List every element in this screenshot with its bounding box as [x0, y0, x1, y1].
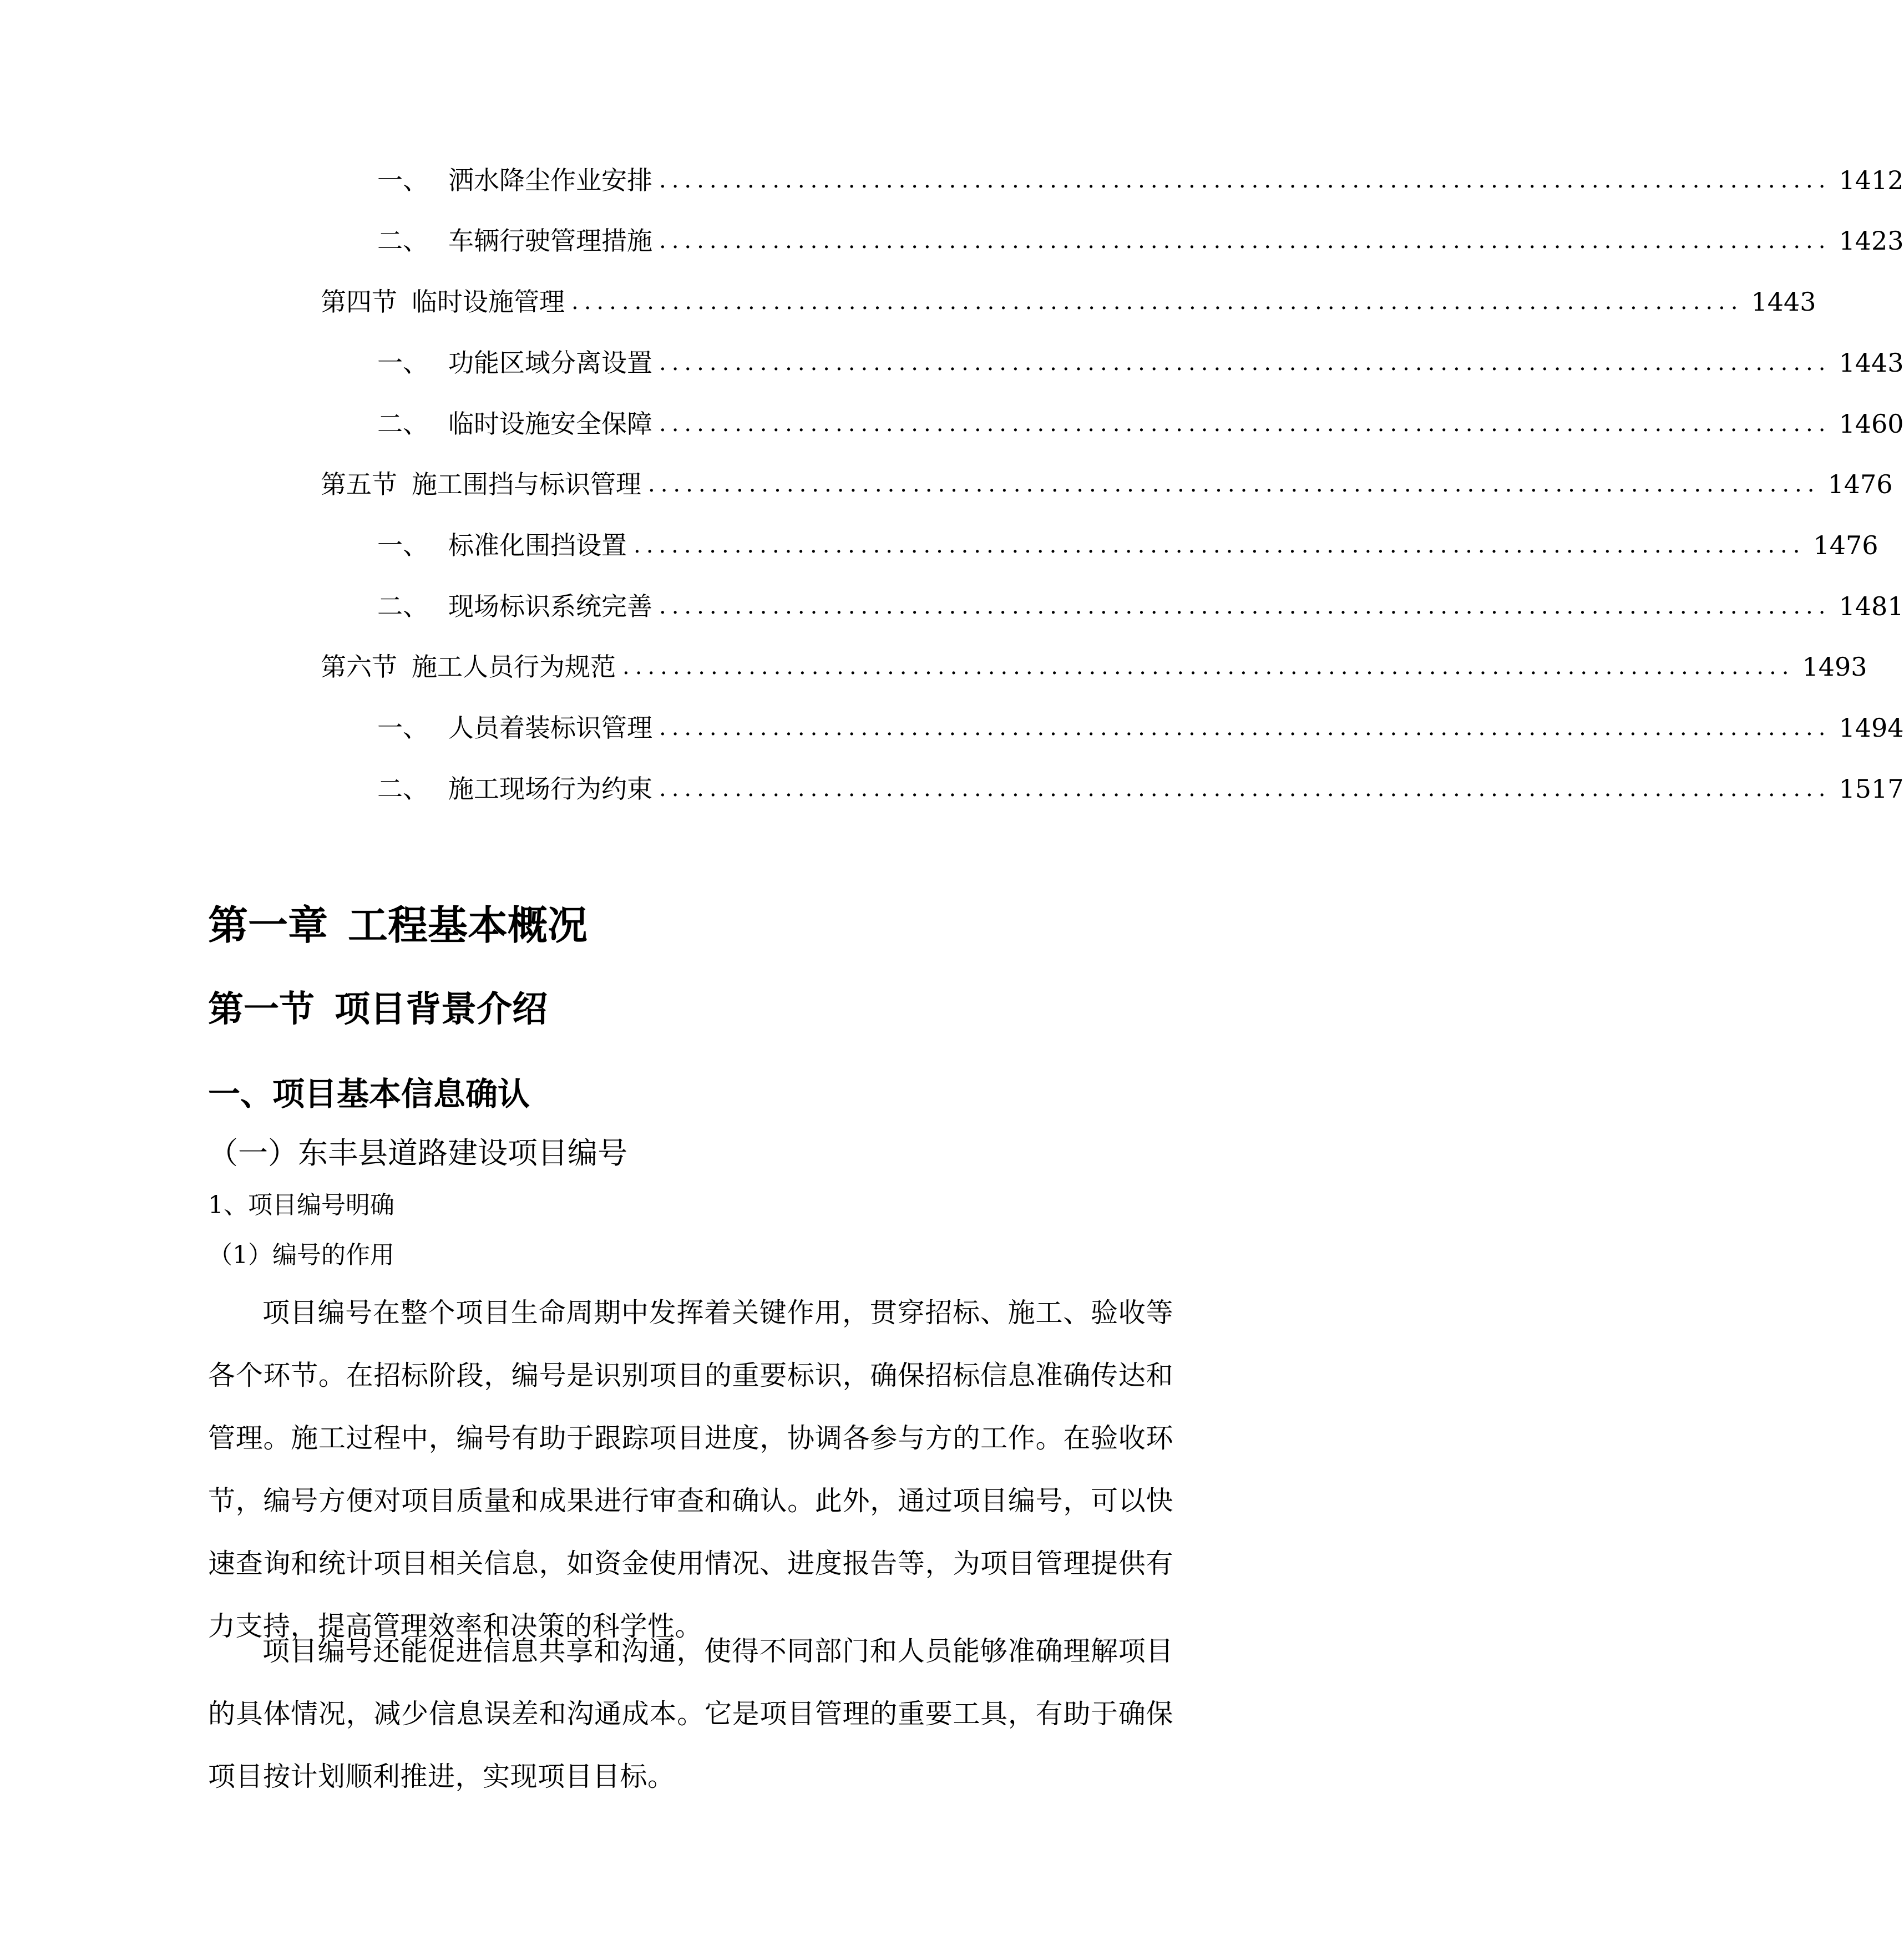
subsubitem-heading: （1）编号的作用	[208, 1241, 394, 1269]
toc-row-page: 1493	[1802, 652, 1867, 682]
toc-row-number: 第五节	[321, 469, 397, 499]
chapter-number: 第一章	[208, 901, 328, 949]
toc-row-page: 1494	[1839, 713, 1904, 743]
toc-row-title: 施工现场行为约束	[448, 774, 652, 804]
subitem-heading: 1、项目编号明确	[208, 1191, 394, 1219]
toc-leader-dots: .............................................................................................	[659, 228, 1831, 254]
toc-row-number: 一、	[377, 348, 428, 378]
toc-row[interactable]	[377, 221, 1904, 260]
toc-row[interactable]	[321, 647, 1867, 686]
chapter-title: 工程基本概况	[348, 901, 588, 949]
toc-row-number: 一、	[377, 530, 428, 560]
toc-row-number: 二、	[377, 774, 428, 804]
toc-row-title: 洒水降尘作业安排	[448, 165, 652, 195]
toc-row-page: 1443	[1751, 287, 1816, 317]
body-paragraph: 项目编号还能促进信息共享和沟通，使得不同部门和人员能够准确理解项目的具体情况，减少信息误差和沟通成本。它是项目管理的重要工具，有助于确保项目按计划顺利推进，实现项目目标。	[208, 1635, 1173, 1792]
toc-row-number: 二、	[377, 591, 428, 621]
toc-row-title: 施工围挡与标识管理	[412, 469, 641, 499]
toc-row-title: 功能区域分离设置	[448, 348, 652, 378]
toc-leader-dots: .............................................................................................	[571, 289, 1744, 315]
toc-row-page: 1517	[1839, 774, 1904, 804]
toc-row-title: 人员着装标识管理	[448, 713, 652, 743]
toc-row[interactable]	[377, 343, 1904, 382]
toc-row-title: 施工人员行为规范	[412, 652, 616, 682]
toc-row-page: 1443	[1839, 348, 1904, 378]
toc-leader-dots: .............................................................................................	[659, 715, 1831, 741]
toc-row-page: 1460	[1839, 409, 1904, 439]
toc-row-page: 1476	[1827, 469, 1893, 499]
section-heading	[208, 985, 548, 1035]
toc-row-number: 二、	[377, 409, 428, 439]
section-title: 项目背景介绍	[335, 989, 548, 1030]
section-number: 第一节	[208, 989, 315, 1030]
toc-row[interactable]	[321, 282, 1816, 321]
toc-row-page: 1481	[1839, 591, 1904, 621]
toc-row-number: 一、	[377, 165, 428, 195]
toc-row[interactable]	[321, 465, 1893, 504]
toc-row-number: 二、	[377, 226, 428, 256]
toc-row-number: 一、	[377, 713, 428, 743]
toc-row-title: 标准化围挡设置	[448, 530, 627, 560]
toc-leader-dots: .............................................................................................	[634, 533, 1806, 558]
toc-row-title: 临时设施安全保障	[448, 409, 652, 439]
item-heading: （一）东丰县道路建设项目编号	[208, 1136, 627, 1170]
toc-row-number: 第四节	[321, 287, 397, 317]
toc-row-title: 车辆行驶管理措施	[448, 226, 652, 256]
toc-row-page: 1476	[1813, 530, 1878, 560]
toc-row[interactable]	[377, 769, 1904, 808]
toc-leader-dots: .............................................................................................	[659, 168, 1831, 193]
toc-row-title: 现场标识系统完善	[448, 591, 652, 621]
toc-leader-dots: .............................................................................................	[659, 350, 1831, 376]
toc-row[interactable]	[377, 587, 1904, 626]
toc-row[interactable]	[377, 708, 1904, 747]
toc-leader-dots: .............................................................................................	[659, 776, 1831, 802]
subsection-heading: 一、项目基本信息确认	[208, 1075, 530, 1113]
toc-row-page: 1423	[1839, 226, 1904, 256]
toc-leader-dots: .............................................................................................	[659, 594, 1831, 619]
toc-row[interactable]	[377, 161, 1904, 200]
toc-row-page: 1412	[1839, 165, 1904, 195]
toc-leader-dots: .............................................................................................	[622, 654, 1795, 680]
toc-row-number: 第六节	[321, 652, 397, 682]
chapter-heading	[208, 898, 588, 953]
toc-leader-dots: .............................................................................................	[648, 472, 1820, 497]
body-paragraph: 项目编号在整个项目生命周期中发挥着关键作用，贯穿招标、施工、验收等各个环节。在招标阶段，编号是识别项目的重要标识，确保招标信息准确传达和管理。施工过程中，编号有助于跟踪项目进度，协调各参与方的工作。在验收环节，编号方便对项目质量和成果进行审查和确认。此外，通过项目编号，可以快速查询和统计项目相关信息，如资金使用情况、进度报告等，为项目管理提供有力支持，提高管理效率和决策的科学性。	[208, 1297, 1173, 1642]
toc-leader-dots: .............................................................................................	[659, 411, 1831, 437]
toc-row[interactable]	[377, 526, 1878, 565]
toc-row-title: 临时设施管理	[412, 287, 565, 317]
toc-row[interactable]	[377, 404, 1904, 443]
